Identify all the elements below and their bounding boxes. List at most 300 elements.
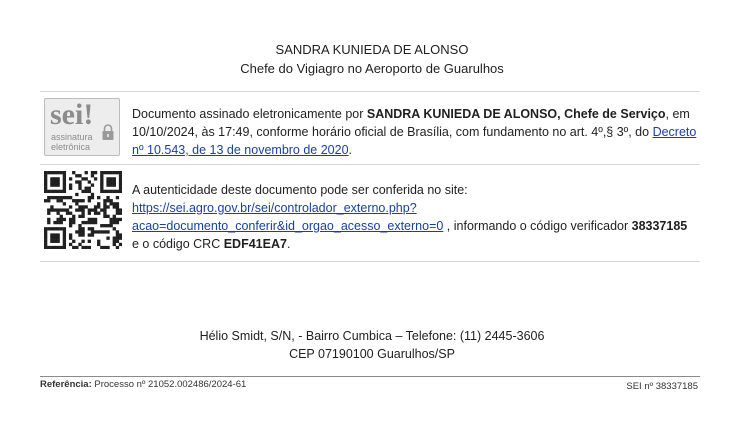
qr-module: [63, 190, 66, 193]
qr-module: [88, 240, 91, 243]
qr-module: [53, 246, 56, 249]
qr-module: [50, 208, 53, 211]
qr-module: [69, 221, 72, 224]
qr-module: [69, 212, 72, 215]
qr-module: [50, 205, 53, 208]
qr-module: [63, 183, 66, 186]
signature-text-part: Documento assinado eletronicamente por: [132, 107, 367, 121]
qr-module: [72, 171, 75, 174]
qr-module: [44, 230, 47, 233]
qr-module: [69, 177, 72, 180]
qr-module: [116, 237, 119, 240]
qr-module: [116, 196, 119, 199]
qr-module: [44, 190, 47, 193]
qr-module: [113, 227, 116, 230]
qr-module: [63, 196, 66, 199]
qr-module: [91, 193, 94, 196]
qr-module: [110, 180, 113, 183]
qr-module: [47, 212, 50, 215]
qr-module: [56, 199, 59, 202]
qr-module: [106, 237, 109, 240]
qr-module: [88, 246, 91, 249]
qr-module: [116, 240, 119, 243]
qr-module: [63, 180, 66, 183]
qr-module: [44, 240, 47, 243]
qr-module: [56, 171, 59, 174]
qr-module: [44, 183, 47, 186]
crc-code: EDF41EA7: [223, 237, 287, 251]
qr-module: [69, 183, 72, 186]
qr-module: [53, 171, 56, 174]
qr-module: [91, 218, 94, 221]
qr-module: [66, 208, 69, 211]
qr-module: [44, 187, 47, 190]
qr-module: [85, 171, 88, 174]
qr-module: [85, 221, 88, 224]
qr-module: [106, 205, 109, 208]
signature-text-part: .: [348, 143, 353, 157]
qr-module: [60, 218, 63, 221]
qr-module: [106, 196, 109, 199]
verification-url-line-1[interactable]: https://sei.agro.gov.br/sei/controlador_externo.php?: [132, 201, 417, 215]
qr-module: [119, 171, 122, 174]
qr-module: [110, 177, 113, 180]
qr-module: [106, 230, 109, 233]
padlock-icon: [101, 123, 115, 141]
qr-module: [119, 174, 122, 177]
qr-module: [50, 227, 53, 230]
qr-module: [81, 246, 84, 249]
qr-module: [50, 246, 53, 249]
qr-module: [56, 237, 59, 240]
qr-module: [110, 199, 113, 202]
qr-module: [69, 205, 72, 208]
decree-link[interactable]: Decreto nº 10.543, de 13 de novembro de 2020: [132, 125, 697, 157]
qr-module: [60, 246, 63, 249]
qr-module: [56, 218, 59, 221]
qr-module: [97, 202, 100, 205]
qr-module: [113, 240, 116, 243]
signer-name: SANDRA KUNIEDA DE ALONSO: [275, 42, 469, 57]
qr-module: [63, 237, 66, 240]
reference-label: Referência:: [40, 379, 92, 390]
qr-module: [88, 208, 91, 211]
qr-module: [53, 227, 56, 230]
qr-module: [103, 246, 106, 249]
qr-module: [100, 177, 103, 180]
qr-module: [110, 190, 113, 193]
qr-module: [103, 215, 106, 218]
qr-module: [88, 187, 91, 190]
qr-module: [56, 180, 59, 183]
qr-module: [78, 215, 81, 218]
qr-module: [75, 202, 78, 205]
qr-module: [47, 227, 50, 230]
qr-module: [53, 233, 56, 236]
qr-module: [88, 199, 91, 202]
qr-module: [85, 205, 88, 208]
qr-module: [56, 212, 59, 215]
qr-module: [91, 183, 94, 186]
qr-module: [50, 237, 53, 240]
sei-signature-logo: [44, 98, 120, 156]
qr-module: [50, 171, 53, 174]
qr-module: [47, 246, 50, 249]
qr-module: [56, 190, 59, 193]
footer-reference: [40, 379, 246, 390]
qr-module: [56, 208, 59, 211]
qr-module: [60, 221, 63, 224]
qr-module: [50, 233, 53, 236]
qr-module: [78, 243, 81, 246]
qr-module: [44, 243, 47, 246]
qr-module: [69, 233, 72, 236]
qr-module: [97, 230, 100, 233]
qr-module: [63, 233, 66, 236]
qr-module: [50, 183, 53, 186]
qr-module: [47, 171, 50, 174]
qr-module: [63, 202, 66, 205]
qr-module: [113, 180, 116, 183]
qr-module: [44, 174, 47, 177]
qr-module: [110, 171, 113, 174]
qr-module: [53, 177, 56, 180]
qr-module: [88, 196, 91, 199]
qr-module: [103, 171, 106, 174]
authenticity-text: [132, 181, 698, 253]
reference-value: Processo nº 21052.002486/2024-61: [91, 379, 247, 390]
qr-module: [91, 208, 94, 211]
qr-module: [50, 190, 53, 193]
qr-module: [60, 208, 63, 211]
qr-module: [53, 196, 56, 199]
qr-module: [103, 205, 106, 208]
qr-module: [113, 177, 116, 180]
qr-module: [75, 199, 78, 202]
qr-module: [44, 227, 47, 230]
qr-module: [56, 246, 59, 249]
qr-module: [56, 183, 59, 186]
qr-module: [72, 221, 75, 224]
qr-module: [88, 190, 91, 193]
qr-module: [106, 224, 109, 227]
qr-module: [97, 205, 100, 208]
qr-module: [103, 190, 106, 193]
qr-module: [113, 183, 116, 186]
qr-module: [78, 187, 81, 190]
qr-module: [116, 208, 119, 211]
qr-module: [81, 177, 84, 180]
qr-module: [81, 240, 84, 243]
qr-module: [110, 183, 113, 186]
qr-module: [63, 227, 66, 230]
qr-module: [113, 218, 116, 221]
qr-module: [44, 180, 47, 183]
qr-module: [47, 196, 50, 199]
qr-module: [85, 187, 88, 190]
qr-module: [113, 171, 116, 174]
qr-module: [78, 233, 81, 236]
qr-module: [44, 237, 47, 240]
verification-url-line-2[interactable]: acao=documento_conferir&id_orgao_acesso_externo=0: [132, 219, 444, 233]
qr-module: [100, 180, 103, 183]
qr-module: [69, 237, 72, 240]
address-line-2: CEP 07190100 Guarulhos/SP: [289, 347, 455, 361]
qr-module: [72, 218, 75, 221]
sei-logo-sub-1: assinatura: [51, 132, 93, 142]
qr-module: [75, 193, 78, 196]
qr-module: [63, 174, 66, 177]
qr-module: [81, 221, 84, 224]
qr-module: [113, 205, 116, 208]
qr-module: [110, 224, 113, 227]
qr-module: [78, 174, 81, 177]
qr-module: [113, 237, 116, 240]
qr-module: [56, 221, 59, 224]
qr-module: [119, 190, 122, 193]
qr-module: [113, 221, 116, 224]
qr-module: [94, 205, 97, 208]
qr-module: [94, 218, 97, 221]
qr-module: [91, 230, 94, 233]
qr-module: [106, 180, 109, 183]
qr-module: [44, 233, 47, 236]
qr-module: [116, 205, 119, 208]
qr-module: [116, 202, 119, 205]
qr-module: [100, 171, 103, 174]
qr-module: [91, 174, 94, 177]
qr-module: [113, 243, 116, 246]
qr-module: [56, 240, 59, 243]
qr-module: [116, 171, 119, 174]
qr-module: [63, 187, 66, 190]
qr-module: [56, 177, 59, 180]
qr-module: [116, 212, 119, 215]
qr-module: [91, 221, 94, 224]
qr-module: [100, 208, 103, 211]
verifier-code: 38337185: [631, 219, 688, 233]
footer-divider: [40, 376, 700, 377]
qr-module: [81, 208, 84, 211]
qr-module: [53, 190, 56, 193]
qr-module: [72, 215, 75, 218]
qr-module: [44, 246, 47, 249]
qr-module: [78, 227, 81, 230]
qr-module: [66, 196, 69, 199]
qr-module: [91, 171, 94, 174]
qr-module: [91, 227, 94, 230]
qr-module: [119, 177, 122, 180]
qr-module: [119, 208, 122, 211]
qr-module: [94, 208, 97, 211]
qr-module: [69, 243, 72, 246]
qr-module: [88, 218, 91, 221]
qr-module: [85, 246, 88, 249]
qr-module: [116, 233, 119, 236]
qr-module: [75, 246, 78, 249]
qr-module: [50, 240, 53, 243]
qr-module: [106, 171, 109, 174]
qr-module: [88, 221, 91, 224]
qr-module: [53, 240, 56, 243]
qr-module: [88, 227, 91, 230]
qr-module: [116, 246, 119, 249]
qr-module: [63, 246, 66, 249]
qr-module: [60, 227, 63, 230]
qr-module: [69, 187, 72, 190]
qr-module: [81, 233, 84, 236]
qr-module: [44, 171, 47, 174]
electronic-signature-block: [40, 91, 700, 165]
qr-module: [53, 180, 56, 183]
qr-module: [72, 246, 75, 249]
qr-module: [85, 177, 88, 180]
qr-module: [113, 215, 116, 218]
qr-module: [81, 230, 84, 233]
qr-module: [78, 205, 81, 208]
qr-module: [78, 183, 81, 186]
qr-module: [116, 221, 119, 224]
qr-module: [50, 177, 53, 180]
qr-module: [53, 183, 56, 186]
authenticity-block: [40, 165, 700, 262]
qr-module: [60, 190, 63, 193]
qr-module: [60, 199, 63, 202]
address-line-1: Hélio Smidt, S/N, - Bairro Cumbica – Telefone: (11) 2445-3606: [199, 329, 545, 343]
qr-module: [47, 190, 50, 193]
qr-module: [103, 199, 106, 202]
qr-module: [44, 177, 47, 180]
qr-module: [88, 233, 91, 236]
qr-module: [97, 196, 100, 199]
qr-module: [78, 180, 81, 183]
qr-module: [106, 199, 109, 202]
qr-module: [116, 230, 119, 233]
qr-module: [88, 212, 91, 215]
qr-module: [100, 174, 103, 177]
qr-module: [103, 202, 106, 205]
qr-module: [103, 208, 106, 211]
qr-module: [63, 171, 66, 174]
qr-module: [106, 246, 109, 249]
qr-module: [81, 215, 84, 218]
sei-logo-sub-2: eletrônica: [51, 142, 91, 152]
qr-module: [60, 196, 63, 199]
qr-module: [119, 237, 122, 240]
qr-module: [100, 224, 103, 227]
sei-logo-subtitle: [51, 132, 93, 152]
qr-module: [44, 199, 47, 202]
sei-logo-word: sei!: [50, 98, 94, 131]
qr-module: [69, 224, 72, 227]
qr-module: [75, 174, 78, 177]
qr-module: [63, 208, 66, 211]
qr-module: [119, 243, 122, 246]
qr-module: [119, 212, 122, 215]
qr-module: [100, 246, 103, 249]
qr-module: [106, 190, 109, 193]
qr-module: [78, 230, 81, 233]
qr-module: [63, 177, 66, 180]
authenticity-intro: A autenticidade deste documento pode ser conferida no site:: [132, 183, 468, 197]
qr-module: [69, 196, 72, 199]
qr-module: [47, 208, 50, 211]
qr-module: [94, 177, 97, 180]
qr-module: [94, 212, 97, 215]
qr-module: [81, 199, 84, 202]
qr-module: [75, 230, 78, 233]
qr-module: [72, 199, 75, 202]
qr-module: [97, 240, 100, 243]
qr-module: [78, 199, 81, 202]
qr-module: [113, 190, 116, 193]
office-address: [0, 327, 744, 363]
qr-module: [119, 233, 122, 236]
signer-header: [0, 40, 744, 78]
qr-module: [106, 183, 109, 186]
qr-module: [47, 218, 50, 221]
qr-module: [119, 218, 122, 221]
qr-module: [50, 196, 53, 199]
qr-module: [81, 205, 84, 208]
signature-text: [132, 105, 698, 159]
qr-module: [53, 221, 56, 224]
qr-module: [56, 233, 59, 236]
footer-sei-number: SEI nº 38337185: [626, 381, 698, 392]
qr-module: [94, 230, 97, 233]
qr-module: [94, 221, 97, 224]
qr-module: [106, 177, 109, 180]
qr-module: [110, 202, 113, 205]
qr-module: [119, 183, 122, 186]
authenticity-text-part: e o código CRC: [132, 237, 224, 251]
qr-module: [106, 215, 109, 218]
qr-module: [81, 227, 84, 230]
qr-module: [75, 180, 78, 183]
qr-module: [53, 208, 56, 211]
qr-module: [60, 215, 63, 218]
qr-module: [110, 218, 113, 221]
qr-module: [103, 224, 106, 227]
qr-module: [63, 218, 66, 221]
qr-module: [66, 212, 69, 215]
authenticity-text-part: , informando o código verificador: [443, 219, 632, 233]
qr-module: [88, 180, 91, 183]
signature-text-part: , em 10/10/2024, às 17:49, conforme horário oficial de Brasília, com fundamento no art. 4º,§ 3º, do: [132, 107, 690, 139]
qr-module: [113, 202, 116, 205]
signer-name-bold: SANDRA KUNIEDA DE ALONSO, Chefe de Serviço: [366, 107, 666, 121]
qr-module: [100, 187, 103, 190]
qr-module: [47, 221, 50, 224]
qr-module: [56, 196, 59, 199]
qr-module: [81, 212, 84, 215]
qr-module: [63, 243, 66, 246]
qr-module: [100, 183, 103, 186]
qr-module: [53, 237, 56, 240]
qr-module: [78, 208, 81, 211]
qr-module: [110, 221, 113, 224]
qr-module: [47, 199, 50, 202]
qr-module: [97, 212, 100, 215]
qr-module: [91, 233, 94, 236]
qr-module: [78, 224, 81, 227]
qr-code[interactable]: [44, 171, 122, 249]
qr-module: [63, 240, 66, 243]
qr-module: [116, 218, 119, 221]
qr-module: [103, 230, 106, 233]
qr-module: [72, 240, 75, 243]
qr-module: [91, 196, 94, 199]
